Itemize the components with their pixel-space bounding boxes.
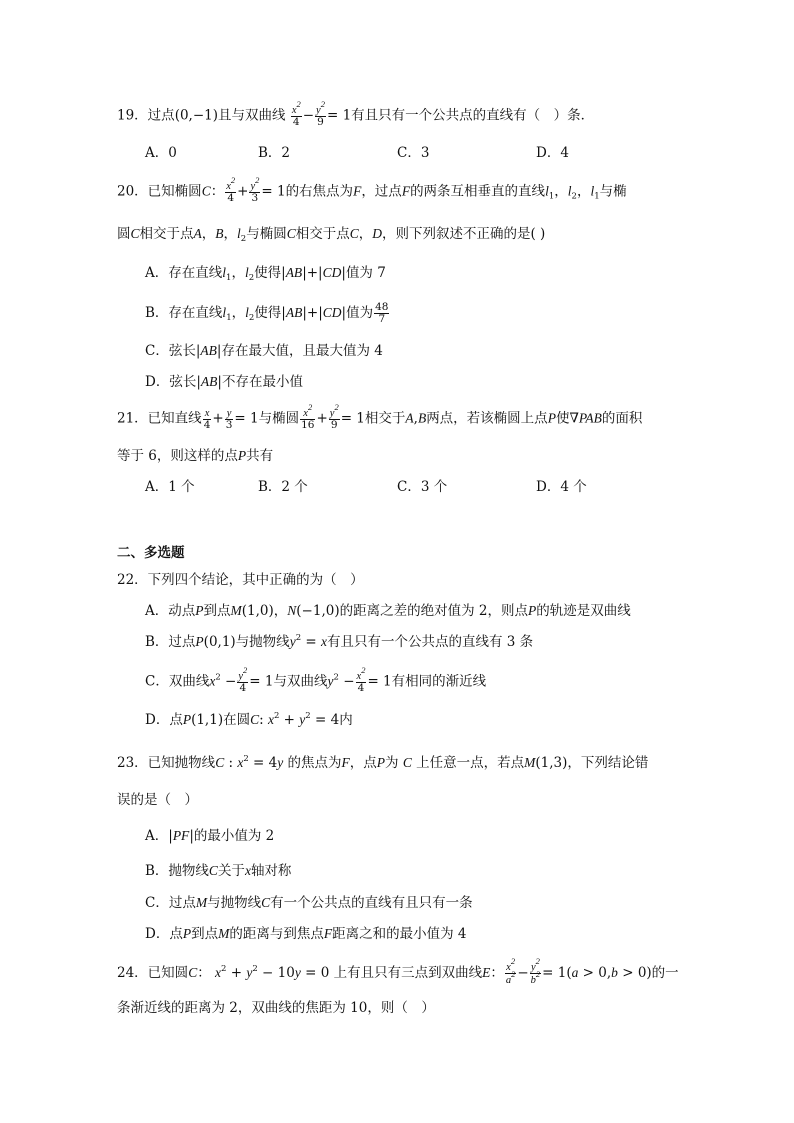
q23-stem-line1: 23．已知抛物线C : $x^2 = 4y$ 的焦点为F，点P为 C 上任意一点，若点M(1,3)，下列结论错 bbox=[117, 754, 649, 771]
q19-option-a: A．0 bbox=[145, 145, 177, 161]
q20-option-d: D．弦长|AB|不存在最小值 bbox=[145, 374, 303, 390]
q21-option-a: A．1 个 bbox=[145, 479, 195, 495]
q21-option-b: B．2 个 bbox=[258, 479, 308, 495]
q22-option-d: D．点P(1,1)在圆C: $x^2 + y^2 = 4$内 bbox=[145, 711, 353, 728]
q22-option-a: A．动点P到点M(1,0)，N(−1,0)的距离之差的绝对值为 2，则点P的轨迹是双曲线 bbox=[145, 603, 631, 619]
q20-option-b: B．存在直线$l_1$，$l_2$使得|AB|+|CD|值为 $\frac{48}{7}$ bbox=[145, 301, 389, 325]
q19-stem: 19．过点(0,−1)且与双曲线 $\frac{x^2}{4}$ − $\frac{y^2}{9}$ = 1有且只有一个公共点的直线有（ ）条． bbox=[117, 99, 595, 128]
q19-option-b: B．2 bbox=[258, 145, 291, 161]
q22-stem: 22．下列四个结论，其中正确的为（ ） bbox=[117, 572, 364, 588]
q23-option-a: A．|PF|的最小值为 2 bbox=[145, 828, 275, 844]
q23-option-b: B．抛物线C关于x轴对称 bbox=[145, 863, 292, 879]
section-multiple-choice-title: 二、多选题 bbox=[117, 545, 185, 561]
q19-point: (0,−1) bbox=[174, 107, 219, 124]
q19-frac-x: $\frac{x^2}{4}$ bbox=[291, 99, 301, 128]
q23-option-c: C．过点M与抛物线C有一个公共点的直线有且只有一条 bbox=[145, 895, 473, 911]
q19-option-c: C．3 bbox=[397, 145, 430, 161]
q23-stem-line2: 误的是（ ） bbox=[117, 792, 198, 808]
q23-option-d: D．点P到点M的距离与到焦点F距离之和的最小值为 4 bbox=[145, 926, 467, 942]
q19-frac-y: $\frac{y^2}{9}$ bbox=[316, 99, 325, 128]
q21-stem-line2: 等于 6，则这样的点P共有 bbox=[117, 448, 274, 464]
q19-option-d: D．4 bbox=[536, 145, 569, 161]
q22-option-c: C．双曲线$x^2$ − $\frac{y^2}{4}$ = 1与双曲线$y^2$ − $\frac{x^2}{4}$ = 1有相同的渐近线 bbox=[145, 665, 487, 694]
q20-option-c: C．弦长|AB|存在最大值，且最大值为 4 bbox=[145, 343, 383, 359]
q20-stem-line2: 圆C相交于点A，B，$l_2$与椭圆C相交于点C，D，则下列叙述不正确的是( ) bbox=[117, 226, 546, 244]
q20-option-a: A．存在直线$l_1$，$l_2$使得|AB|+|CD|值为 7 bbox=[145, 265, 386, 283]
q24-stem-line2: 条渐近线的距离为 2，双曲线的焦距为 10，则（ ） bbox=[117, 1000, 435, 1016]
q24-stem-line1: 24．已知圆C： $x^2 + y^2 - 10y = 0$ 上有且只有三点到双曲线E： $\frac{x^2}{a^2}$ − $\frac{y^2}{b^2}$ = 1(a > 0,b > 0)的一 bbox=[117, 956, 679, 986]
q22-option-b: B．过点P(0,1)与抛物线$y^2 = x$有且只有一个公共点的直线有 3 条 bbox=[145, 633, 534, 650]
q21-option-c: C．3 个 bbox=[397, 479, 448, 495]
q21-stem-line1: 21．已知直线 $\frac{x}{4}$ + $\frac{y}{3}$ = 1与椭圆 $\frac{x^2}{16}$ + $\frac{y^2}{9}$ = 1相交于A,B两点，若该椭圆上点P使∇PAB的面积 bbox=[117, 402, 643, 431]
q21-option-d: D．4 个 bbox=[536, 479, 587, 495]
q20-stem-line1: 20．已知椭圆C： $\frac{x^2}{4}$ + $\frac{y^2}{3}$ = 1的右焦点为F，过点F的两条互相垂直的直线$l_1$，$l_2$，$l_1$与椭 bbox=[117, 175, 627, 204]
